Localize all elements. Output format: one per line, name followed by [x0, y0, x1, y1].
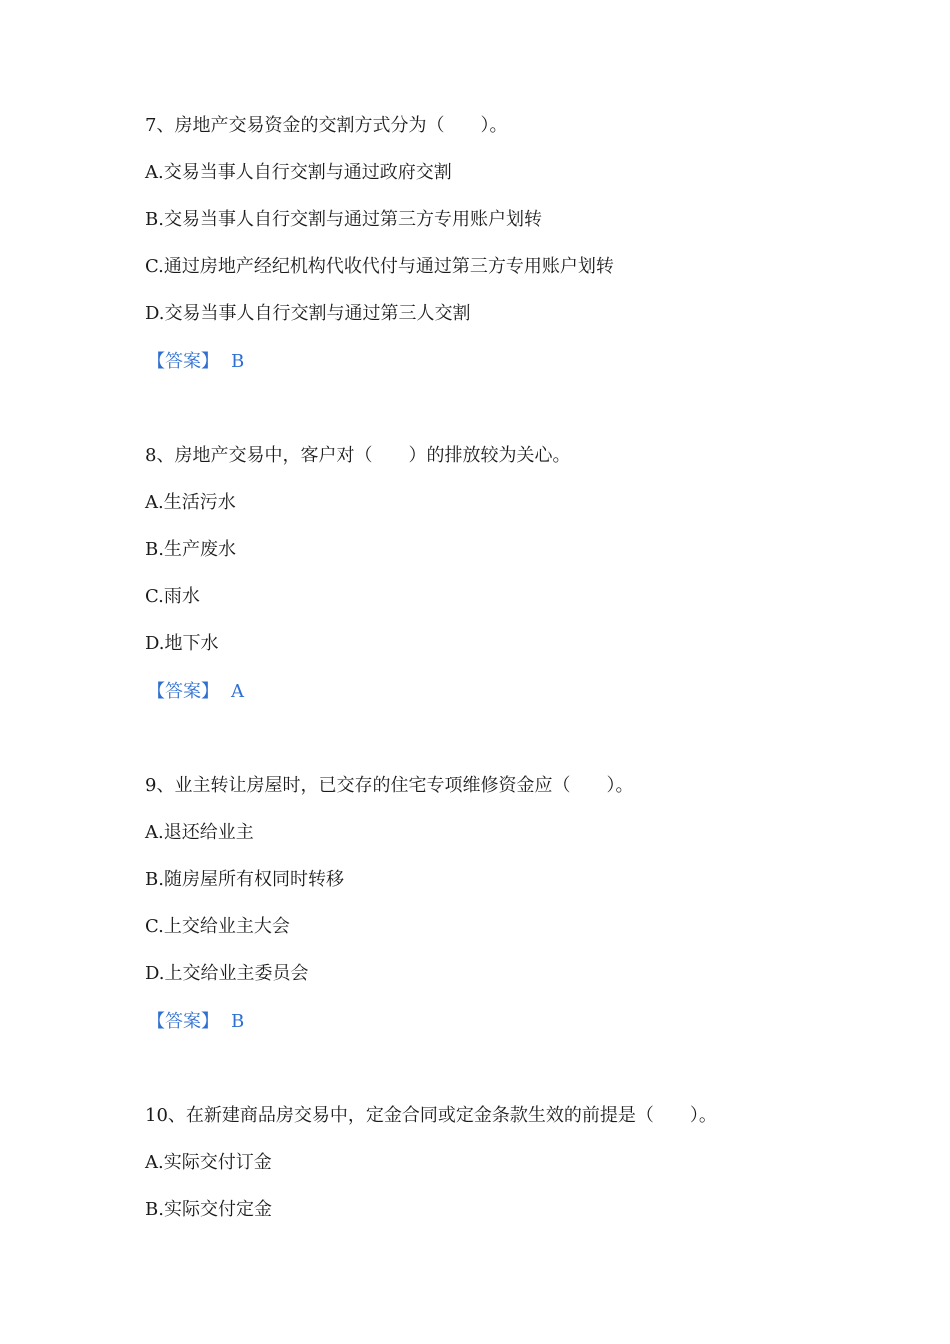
question-8-option-d: D.地下水 [145, 633, 219, 654]
question-10-stem: 10、在新建商品房交易中，定金合同或定金条款生效的前提是（ ）。 [145, 1105, 717, 1126]
answer-value: A [231, 681, 244, 702]
question-9-stem: 9、业主转让房屋时，已交存的住宅专项维修资金应（ ）。 [145, 775, 634, 796]
question-8-option-a: A.生活污水 [145, 492, 236, 513]
question-8-option-b: B.生产废水 [145, 539, 236, 560]
question-7-option-b: B.交易当事人自行交割与通过第三方专用账户划转 [145, 209, 542, 230]
answer-label: 【答案】 [147, 681, 219, 702]
question-7-option-c: C.通过房地产经纪机构代收代付与通过第三方专用账户划转 [145, 256, 614, 277]
question-7-answer [147, 350, 244, 374]
question-9-option-d: D.上交给业主委员会 [145, 963, 309, 984]
question-8-option-c: C.雨水 [145, 586, 200, 607]
question-7-option-a: A.交易当事人自行交割与通过政府交割 [145, 162, 452, 183]
question-9-option-a: A.退还给业主 [145, 822, 254, 843]
question-7-stem: 7、房地产交易资金的交割方式分为（ ）。 [145, 115, 508, 136]
question-8-answer [147, 680, 244, 704]
answer-label: 【答案】 [147, 1011, 219, 1032]
question-10-option-b: B.实际交付定金 [145, 1199, 272, 1220]
answer-value: B [231, 1011, 245, 1032]
answer-value: B [231, 351, 245, 372]
question-8-stem: 8、房地产交易中，客户对（ ）的排放较为关心。 [145, 445, 571, 466]
question-9-option-b: B.随房屋所有权同时转移 [145, 869, 344, 890]
question-9-option-c: C.上交给业主大会 [145, 916, 290, 937]
question-9-answer [147, 1010, 244, 1034]
question-7-option-d: D.交易当事人自行交割与通过第三人交割 [145, 303, 471, 324]
answer-label: 【答案】 [147, 351, 219, 372]
question-10-option-a: A.实际交付订金 [145, 1152, 272, 1173]
